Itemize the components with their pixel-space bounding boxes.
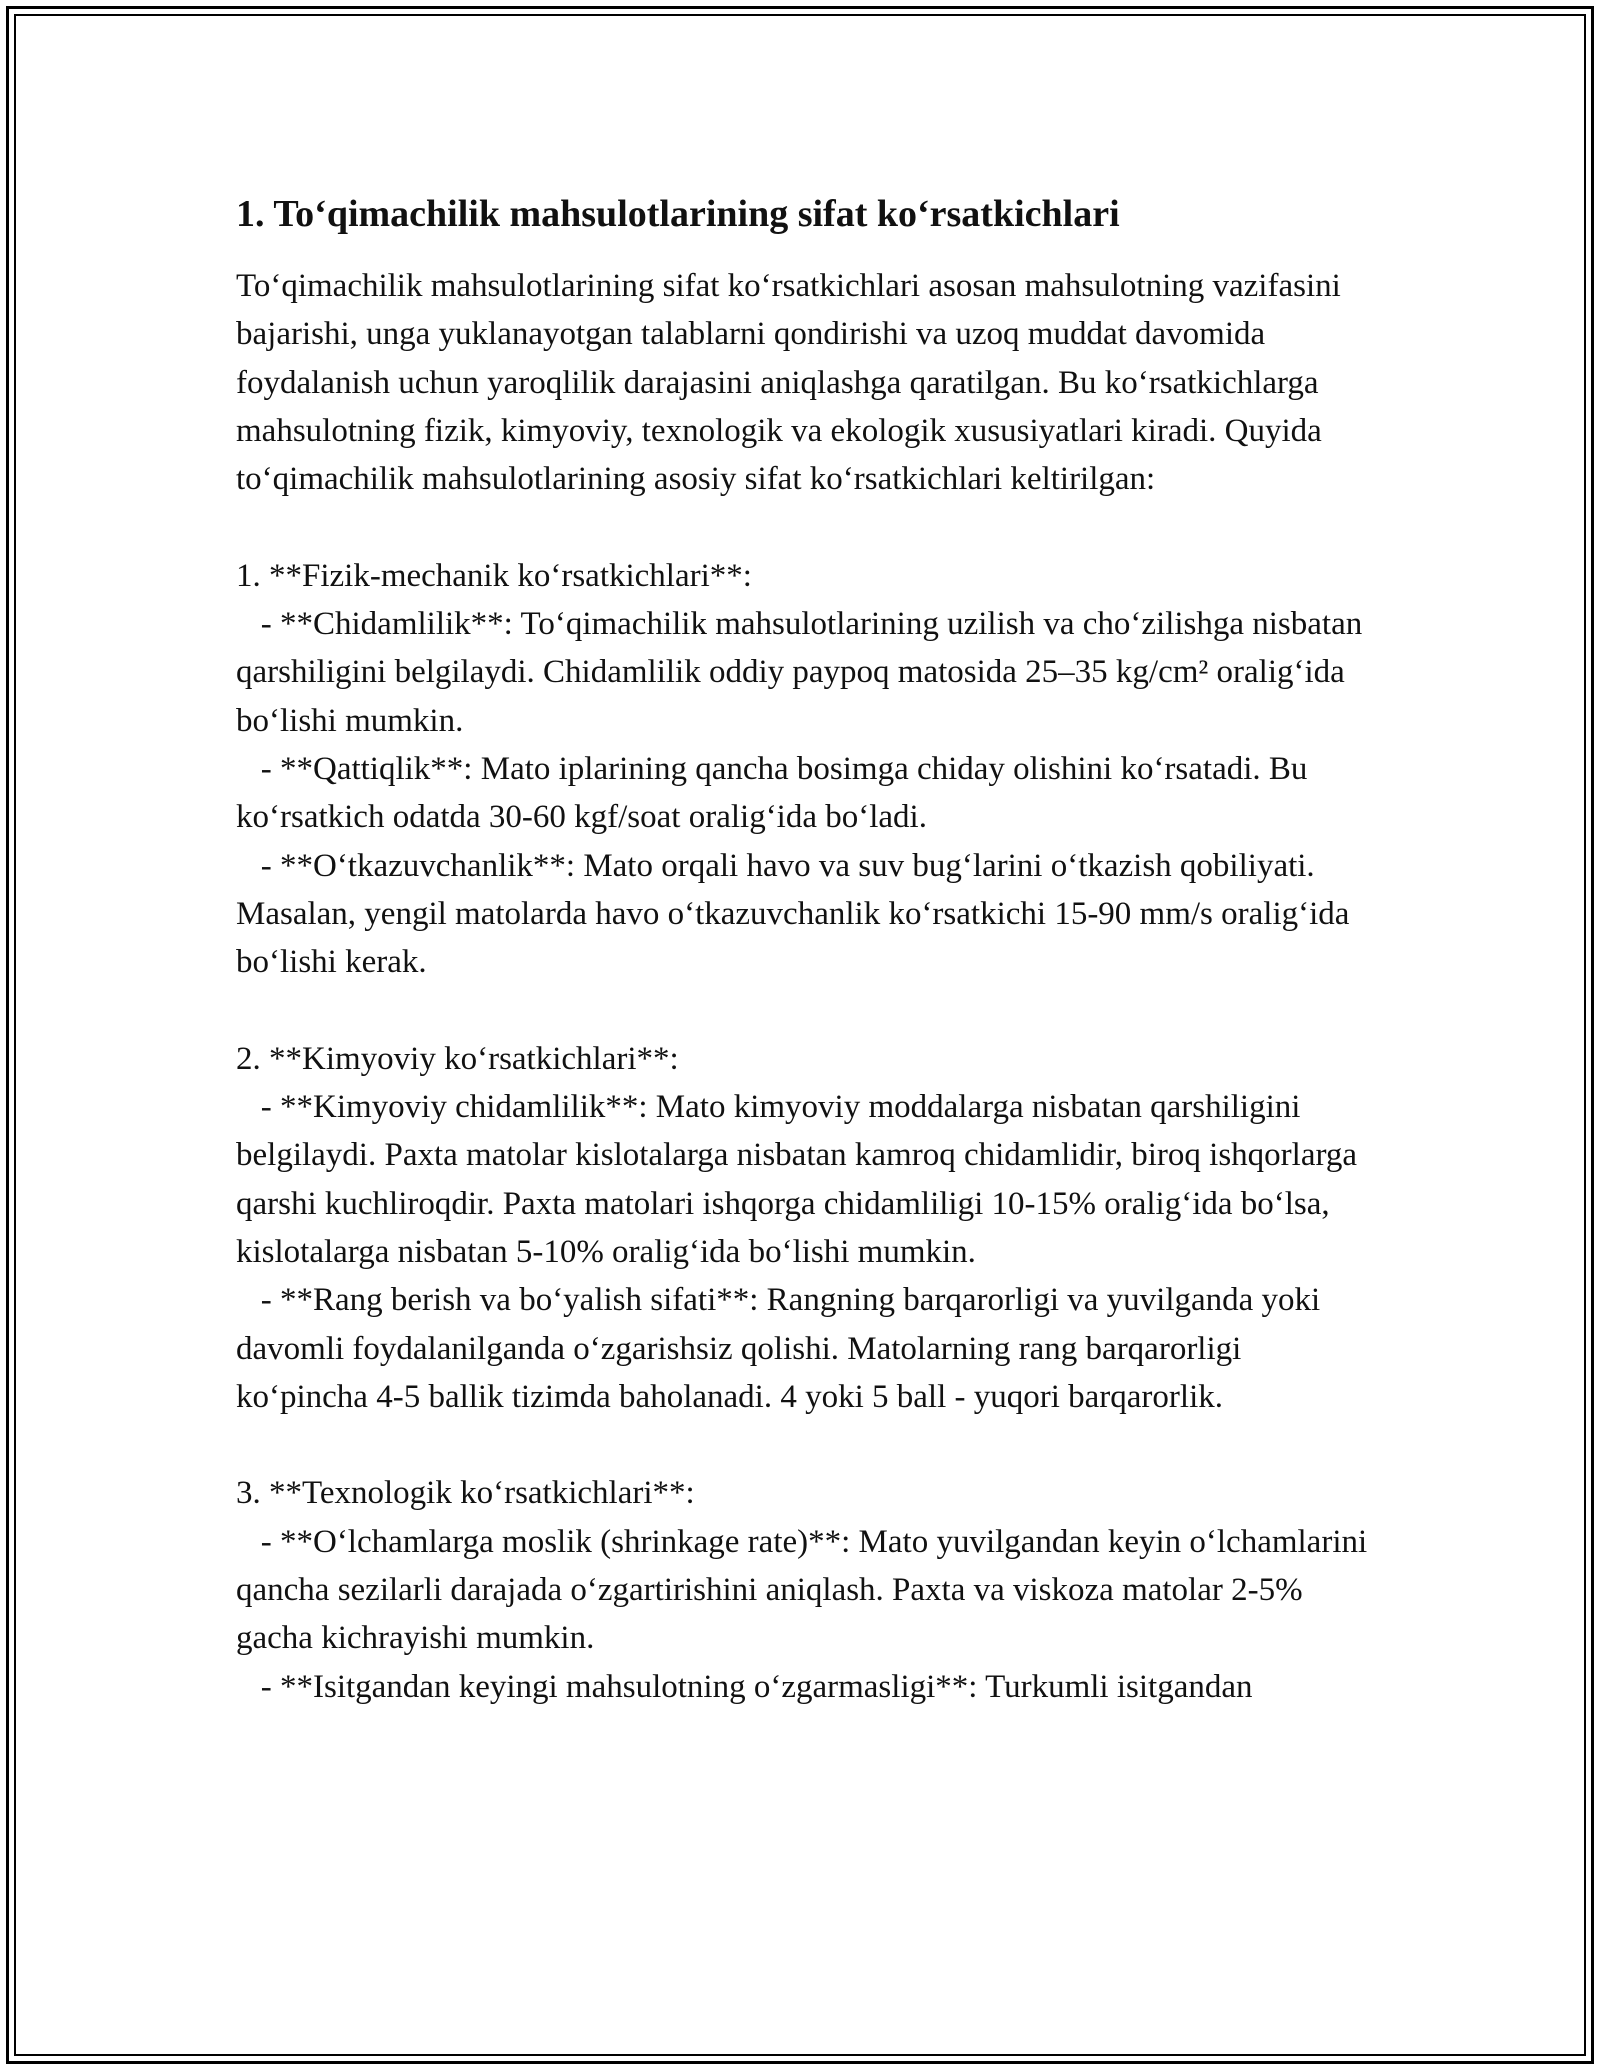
document-body (236, 186, 1376, 1711)
paragraph-gap (236, 986, 1376, 1034)
technological-section: 3. **Texnologik ko‘rsatkichlari**: - **O‘lchamlarga moslik (shrinkage rate)**: Mato yuvilgandan keyin o‘lchamlarini qancha sezilarli darajada o‘zgartirishini aniqlash. Paxta va viskoza matolar 2-5% gacha kichrayishi mumkin. - **Isitgandan keyingi mahsulotning o‘zgarmasligi**: Turkumli isitgandan (236, 1475, 1368, 1705)
physical-mechanical-section: 1. **Fizik-mechanik ko‘rsatkichlari**: - **Chidamlilik**: To‘qimachilik mahsulotlarining uzilish va cho‘zilishga nisbatan qarshiligini belgilaydi. Chidamlilik oddiy paypoq matosida 25–35 kg/cm² oralig‘ida bo‘lishi mumkin. - **Qattiqlik**: Mato iplarining qancha bosimga chiday olishini ko‘rsatadi. Bu ko‘rsatkich odatda 30-60 kgf/soat oralig‘ida bo‘ladi. - **O‘tkazuvchanlik**: Mato orqali havo va suv bug‘larini o‘tkazish qobiliyati. Masalan, yengil matolarda havo o‘tkazuvchanlik ko‘rsatkichi 15-90 mm/s oralig‘ida bo‘lishi kerak. (236, 557, 1363, 981)
chemical-section: 2. **Kimyoviy ko‘rsatkichlari**: - **Kimyoviy chidamlilik**: Mato kimyoviy moddalarga nisbatan qarshiligini belgilaydi. Paxta matolar kislotalarga nisbatan kamroq chidamlidir, biroq ishqorlarga qarshi kuchliroqdir. Paxta matolari ishqorga chidamliligi 10-15% oralig‘ida bo‘lsa, kislotalarga nisbatan 5-10% oralig‘ida bo‘lishi mumkin. - **Rang berish va bo‘yalish sifati**: Rangning barqarorligi va yuvilganda yoki davomli foydalanilganda o‘zgarishsiz qolishi. Matolarning rang barqarorligi ko‘pincha 4-5 ballik tizimda baholanadi. 4 yoki 5 ball - yuqori barqarorlik. (236, 1040, 1358, 1415)
section-heading: 1. To‘qimachilik mahsulotlarining sifat ko‘rsatkichlari (236, 193, 1120, 235)
intro-paragraph: To‘qimachilik mahsulotlarining sifat ko‘rsatkichlari asosan mahsulotning vazifasini bajarishi, unga yuklanayotgan talablarni qondirishi va uzoq muddat davomida foydalanish uchun yaroqlilik darajasini aniqlashga qaratilgan. Bu ko‘rsatkichlarga mahsulotning fizik, kimyoviy, texnologik va ekologik xususiyatlari kiradi. Quyida to‘qimachilik mahsulotlarining asosiy sifat ko‘rsatkichlari keltirilgan: (236, 268, 1350, 498)
paragraph-gap (236, 503, 1376, 551)
paragraph-gap (236, 1421, 1376, 1469)
